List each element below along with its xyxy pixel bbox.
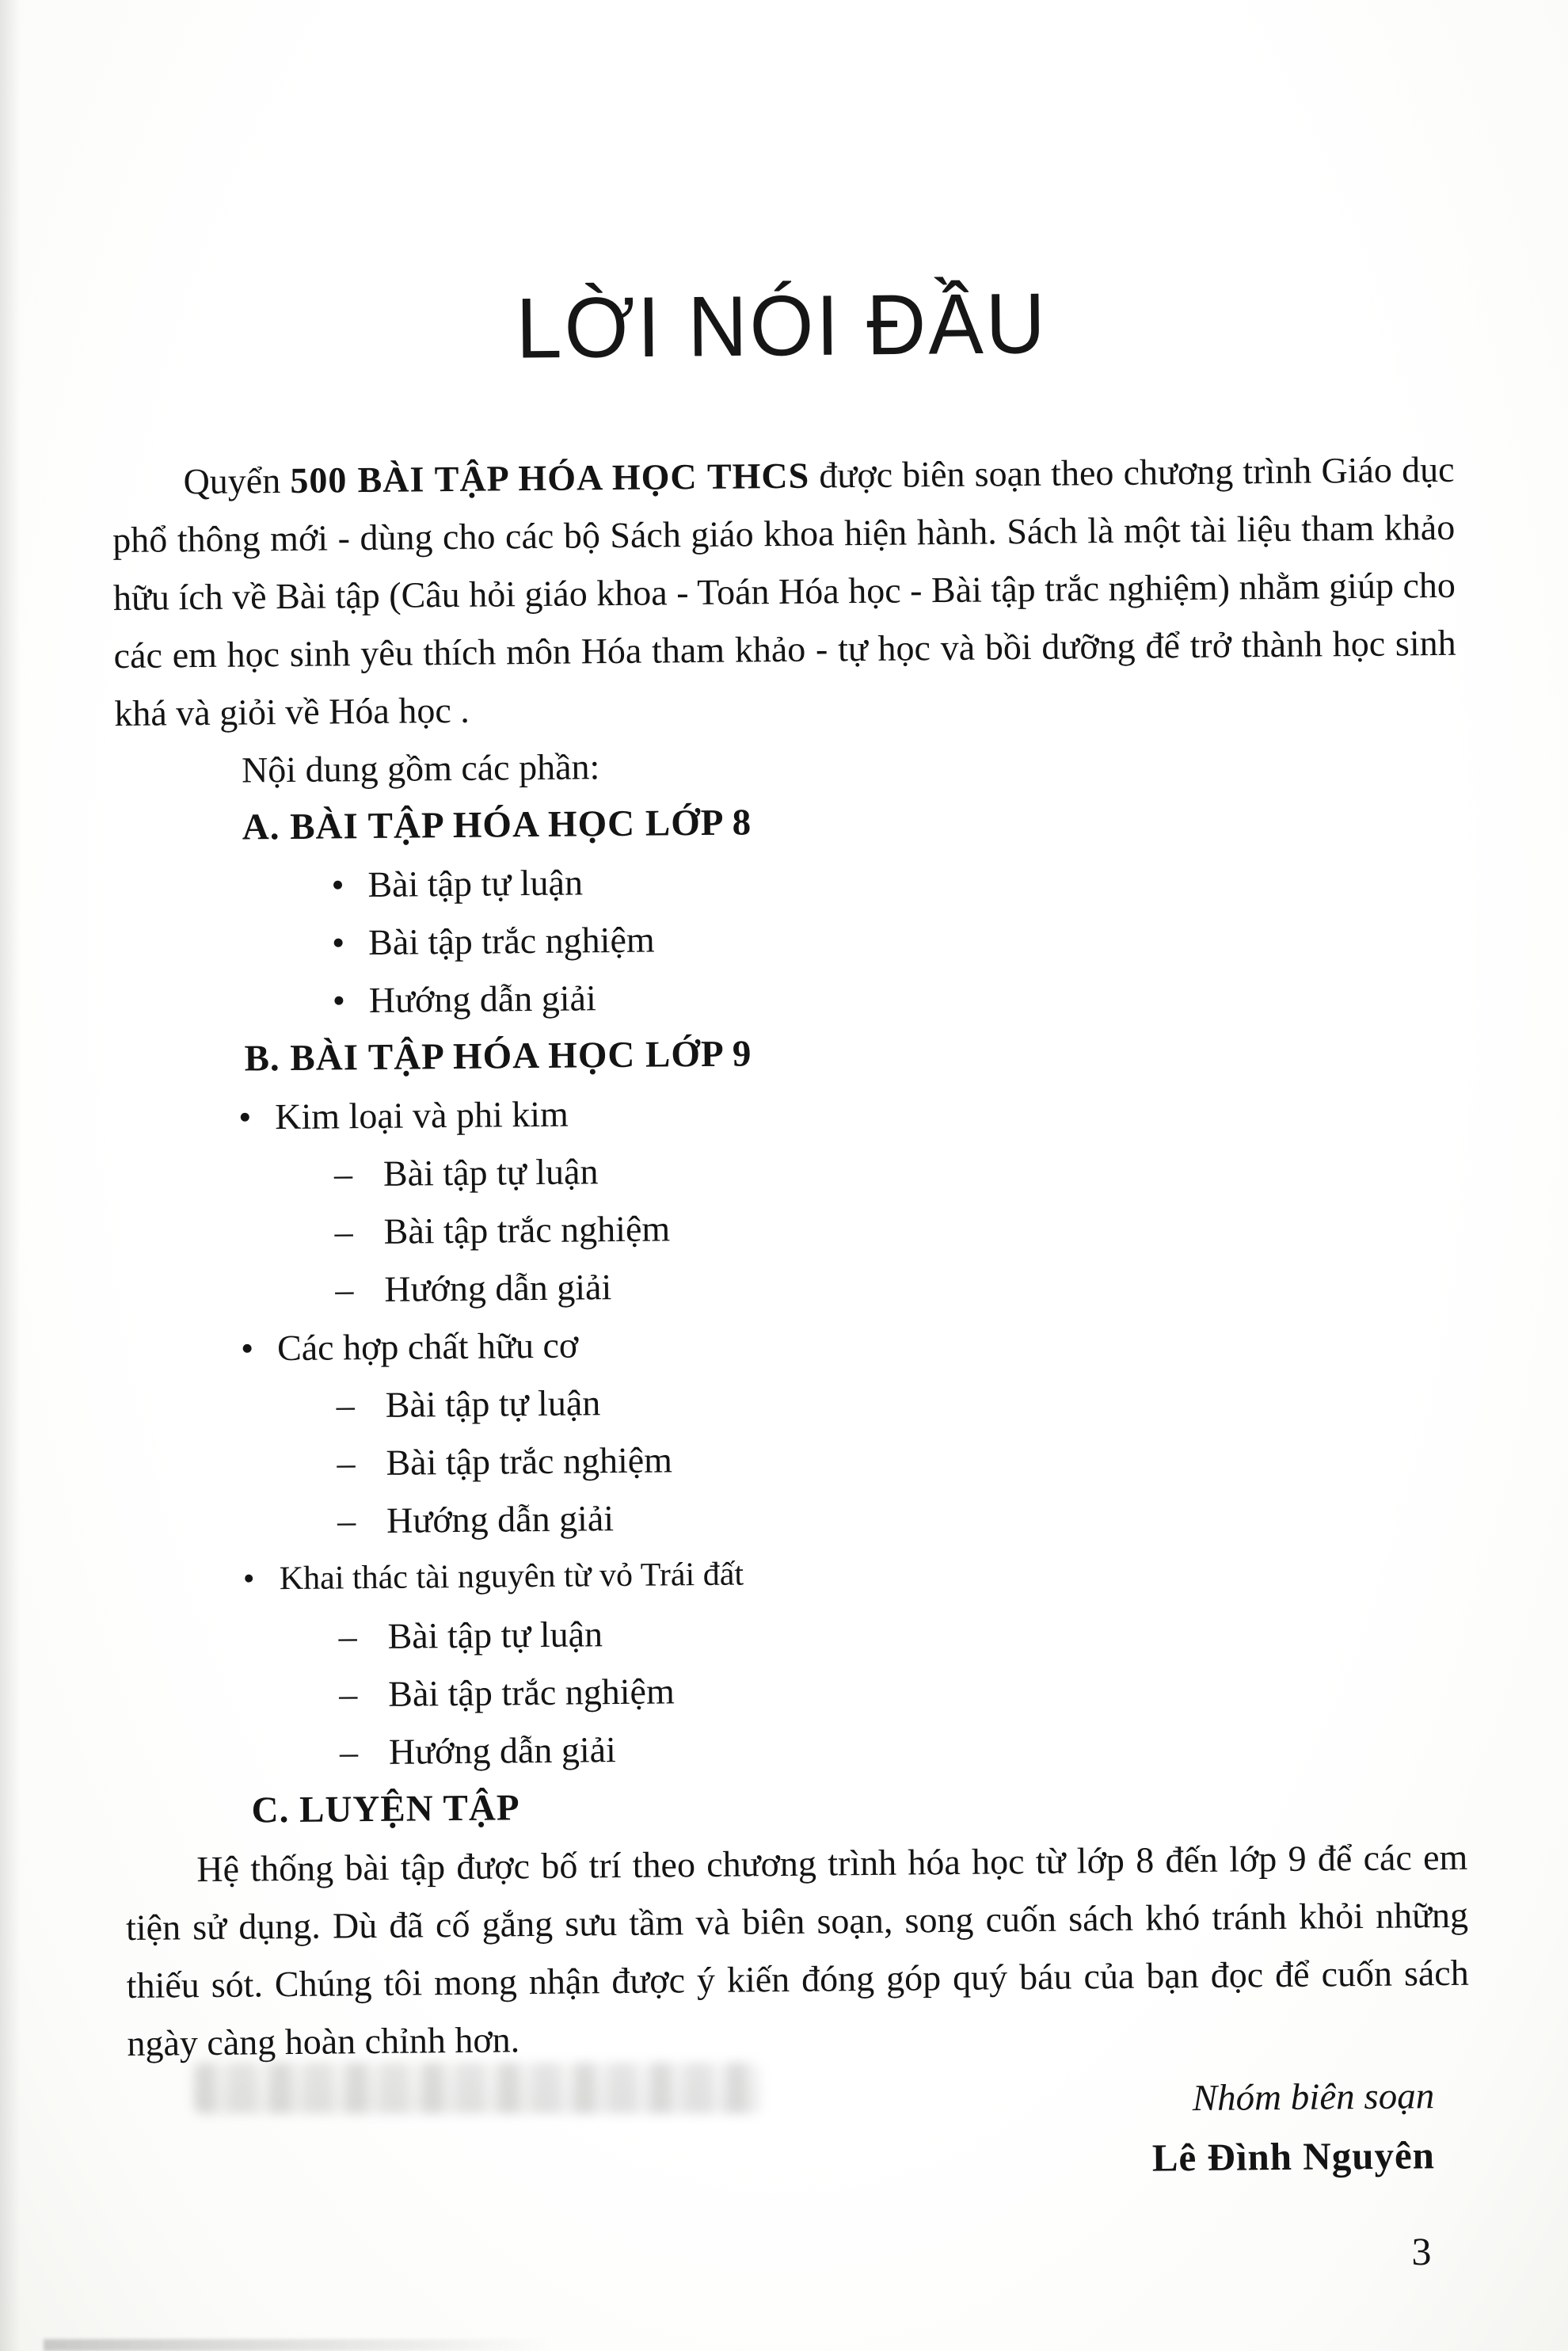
toc-item-label: Bài tập trắc nghiệm [388,1671,675,1714]
toc-item [331,845,1459,914]
toc-item-label: Các hợp chất hữu cơ [276,1324,579,1369]
dash-icon: – [333,1153,353,1195]
toc-item-label: Bài tập tự luận [385,1382,601,1425]
toc-item-label: Bài tập tự luận [367,862,584,905]
page-number: 3 [1411,2229,1432,2273]
toc-item-label: Hướng dẫn giải [386,1498,615,1541]
toc-item [333,961,1460,1030]
toc-item [338,1597,1466,1666]
dash-icon: – [334,1211,353,1252]
dash-icon: – [338,1616,357,1657]
toc-item-label: Bài tập trắc nghiệm [367,919,655,963]
toc-item-label: Khai thác tài nguyên từ vỏ Trái đất [279,1556,744,1598]
toc-item-label: Kim loại và phi kim [275,1093,569,1137]
toc-item-label: Bài tập trắc nghiệm [386,1439,673,1483]
toc-item [337,1481,1465,1550]
toc-section-c: C. LUYỆN TẬP [251,1787,520,1831]
bullet-icon: • [240,1328,254,1369]
closing-paragraph: Hệ thống bài tập được bố trí theo chương trình hóa học từ lớp 8 đến lớp 9 để các em tiện sử dụng. Dù đã cố gắng sưu tầm và biên soạn, song cuốn sách khó tránh khỏi những thiếu sót. Chúng tôi mong nhận được ý kiến đóng góp quý báu của bạn đọc để cuốn sách ngày càng hoàn chỉnh hơn. [125,1836,1469,2064]
toc-item-label: Bài tập trắc nghiệm [383,1208,671,1252]
toc-item [332,903,1460,972]
dash-icon: – [336,1385,356,1426]
dash-icon: – [339,1732,359,1773]
signature-group: Nhóm biên soạn [1192,2075,1435,2120]
dash-icon: – [337,1442,356,1484]
toc-item [337,1423,1464,1492]
bullet-icon: • [242,1560,255,1598]
scan-bottom-edge-artifact [44,2339,550,2351]
intro-paragraph [112,440,1456,742]
toc-item-label: Bài tập tự luận [382,1151,599,1194]
toc-section-a: A. BÀI TẬP HÓA HỌC LỚP 8 [242,802,752,848]
toc-item-label: Hướng dẫn giải [368,977,596,1021]
toc-item-label: Hướng dẫn giải [388,1729,617,1772]
toc-item [340,1713,1467,1781]
dash-icon: – [335,1269,354,1310]
bullet-icon: • [238,1096,252,1137]
intro-text-rest: được biên soạn theo chương trình Giáo dục phổ thông mới - dùng cho các bộ Sách giáo khoa hiện hành. Sách là một tài liệu tham khảo hữu ích về Bài tập (Câu hỏi giáo khoa - Toán Hóa học - Bài tập trắc nghiệm) nhằm giúp cho các em học sinh yêu thích môn Hóa tham khảo - tự học và bồi dưỡng để trở thành học sinh khá và giỏi về Hóa học . [112,448,1456,734]
bullet-icon: • [332,980,346,1021]
dash-icon: – [339,1674,358,1715]
toc-item-label: Hướng dẫn giải [384,1267,612,1309]
toc-item [334,1192,1462,1261]
bullet-icon: • [331,864,344,905]
erased-stamp-artifact [194,2063,760,2113]
page-title: LỜI NÓI ĐẦU [516,276,1049,377]
toc-item [339,1655,1467,1724]
dash-icon: – [337,1500,356,1541]
signature-author: Lê Đình Nguyên [1151,2133,1436,2180]
book-title-inline: 500 BÀI TẬP HÓA HỌC THCS [290,455,810,501]
toc-item-label: Bài tập tự luận [387,1614,603,1656]
table-of-contents [115,730,1467,1841]
toc-section-b: B. BÀI TẬP HÓA HỌC LỚP 9 [244,1033,752,1080]
bullet-icon: • [331,922,345,963]
toc-lead: Nội dung gồm các phần: [241,746,600,791]
toc-item [334,1134,1462,1203]
toc-item [336,1366,1463,1435]
intro-text-prefix: Quyển [183,459,291,502]
toc-item [335,1250,1463,1319]
